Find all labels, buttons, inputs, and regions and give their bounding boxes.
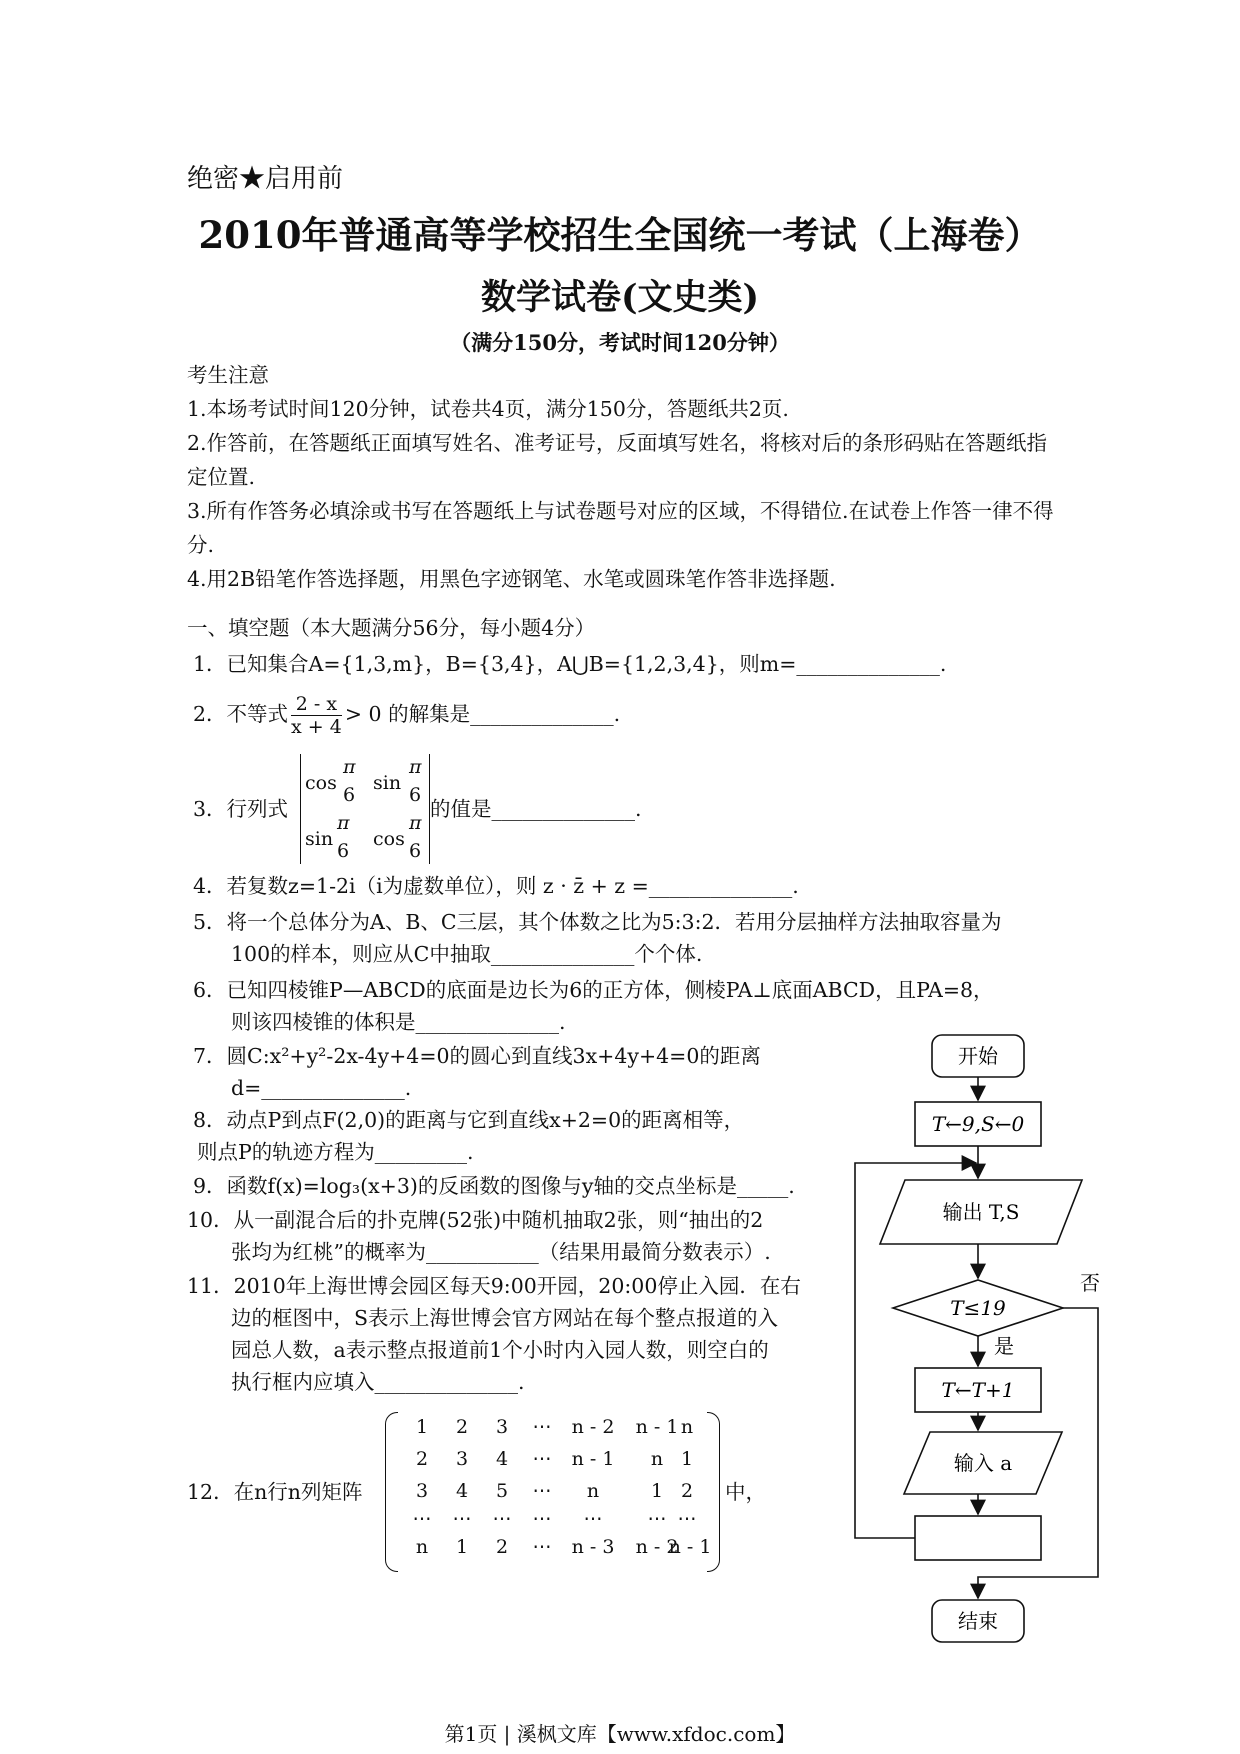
matrix-cell: n bbox=[680, 1416, 694, 1438]
flow-condition-text: T≤19 bbox=[950, 1296, 1006, 1320]
matrix-cell: 2 bbox=[680, 1480, 694, 1502]
matrix-cell: 1 bbox=[455, 1536, 469, 1558]
matrix-cell: n bbox=[586, 1480, 600, 1502]
matrix-cell: ⋯ bbox=[412, 1508, 432, 1530]
q2-prefix: 2．不等式 bbox=[193, 702, 289, 726]
matrix-cell: 3 bbox=[495, 1416, 509, 1438]
matrix-cell: ⋯ bbox=[532, 1416, 552, 1438]
flow-yes-label: 是 bbox=[994, 1334, 1014, 1358]
matrix-cell: 1 bbox=[650, 1480, 664, 1502]
flow-output-text: 输出 T,S bbox=[942, 1200, 1020, 1224]
det-6: 6 bbox=[409, 784, 422, 806]
flow-start-text: 开始 bbox=[958, 1044, 998, 1068]
matrix-cell: 3 bbox=[415, 1480, 429, 1502]
matrix-cell: ⋯ bbox=[532, 1536, 552, 1558]
question-7-line2: d=______________. bbox=[231, 1076, 412, 1100]
matrix-cell: n - 1 bbox=[668, 1536, 712, 1558]
det-6: 6 bbox=[409, 840, 422, 862]
question-7-line1: 7．圆C:x²+y²-2x-4y+4=0的圆心到直线3x+4y+4=0的距离 bbox=[193, 1044, 761, 1068]
notice-item: 2.作答前，在答题纸正面填写姓名、准考证号，反面填写姓名，将核对后的条形码贴在答题纸指定位置. bbox=[187, 431, 1048, 489]
matrix-cell: n bbox=[415, 1536, 429, 1558]
matrix-cell: n - 1 bbox=[635, 1416, 679, 1438]
q3-prefix: 3．行列式 bbox=[193, 797, 289, 821]
q12-suffix: 中， bbox=[725, 1480, 766, 1504]
question-9: 9．函数f(x)=log₃(x+3)的反函数的图像与y轴的交点坐标是_____. bbox=[193, 1174, 795, 1198]
matrix-cell: 3 bbox=[455, 1448, 469, 1470]
flow-end-text: 结束 bbox=[958, 1609, 998, 1633]
question-8-line1: 8．动点P到点F(2,0)的距离与它到直线x+2=0的距离相等， bbox=[193, 1108, 745, 1132]
det-cos: cos bbox=[373, 828, 405, 850]
q2-numerator: 2 - x bbox=[291, 693, 342, 716]
matrix-cell: 2 bbox=[455, 1416, 469, 1438]
flow-increment-text: T←T+1 bbox=[941, 1378, 1015, 1402]
matrix-cell: 5 bbox=[495, 1480, 509, 1502]
matrix-cell: n - 1 bbox=[571, 1448, 615, 1470]
matrix-cell: 2 bbox=[495, 1536, 509, 1558]
det-pi: π bbox=[343, 756, 356, 778]
det-6: 6 bbox=[337, 840, 350, 862]
question-8-line2: 则点P的轨迹方程为_________. bbox=[197, 1140, 474, 1164]
matrix-cell: ⋯ bbox=[532, 1480, 552, 1502]
matrix-cell: n - 2 bbox=[571, 1416, 615, 1438]
question-5-line2: 100的样本，则应从C中抽取______________个个体. bbox=[231, 942, 703, 966]
q12-prefix: 12．在n行n列矩阵 bbox=[187, 1480, 363, 1504]
det-cos: cos bbox=[305, 772, 337, 794]
question-11-line3: 园总人数，a表示整点报道前1个小时内入园人数，则空白的 bbox=[231, 1338, 769, 1362]
matrix-cell: 1 bbox=[415, 1416, 429, 1438]
page-footer: 第1页 | 溪枫文库【www.xfdoc.com】 bbox=[444, 1722, 796, 1746]
question-11-line1: 11．2010年上海世博会园区每天9:00开园，20:00停止入园．在右 bbox=[187, 1274, 801, 1298]
secret-label: 绝密★启用前 bbox=[187, 164, 344, 194]
det-6: 6 bbox=[343, 784, 356, 806]
matrix-cell: ⋯ bbox=[532, 1448, 552, 1470]
notice-item: 3.所有作答务必填涂或书写在答题纸上与试卷题号对应的区域，不得错位.在试卷上作答一律不得分. bbox=[187, 499, 1054, 557]
question-4: 4．若复数z=1-2i（i为虚数单位），则 z · z̄ + z =______________. bbox=[193, 874, 799, 898]
q2-denominator: x + 4 bbox=[291, 716, 342, 738]
notice-item: 1.本场考试时间120分钟，试卷共4页，满分150分，答题纸共2页. bbox=[187, 397, 789, 421]
q3-suffix: 的值是______________. bbox=[430, 797, 642, 821]
question-10-line1: 10．从一副混合后的扑克牌(52张)中随机抽取2张，则“抽出的2 bbox=[187, 1208, 764, 1232]
notice-item: 4.用2B铅笔作答选择题，用黑色字迹钢笔、水笔或圆珠笔作答非选择题. bbox=[187, 567, 836, 591]
flow-no-label: 否 bbox=[1080, 1271, 1100, 1295]
flow-input-text: 输入 a bbox=[953, 1451, 1013, 1475]
question-1: 1．已知集合A={1,3,m}，B={3,4}，A⋃B={1,2,3,4}，则m=______________. bbox=[193, 652, 947, 676]
matrix-cell: ⋯ bbox=[647, 1508, 667, 1530]
det-pi: π bbox=[337, 812, 350, 834]
matrix-cell: 2 bbox=[415, 1448, 429, 1470]
det-sin: sin bbox=[373, 772, 402, 794]
notice-heading: 考生注意 bbox=[187, 363, 269, 387]
matrix-cell: ⋯ bbox=[677, 1508, 697, 1530]
question-6-line1: 6．已知四棱锥P—ABCD的底面是边长为6的正方体，侧棱PA⊥底面ABCD，且PA=8， bbox=[193, 978, 994, 1002]
matrix-cell: n bbox=[650, 1448, 664, 1470]
flow-init-text: T←9,S←0 bbox=[931, 1112, 1025, 1136]
matrix-cell: ⋯ bbox=[583, 1508, 603, 1530]
det-sin: sin bbox=[305, 828, 334, 850]
matrix-cell: n - 3 bbox=[571, 1536, 615, 1558]
matrix-cell: ⋯ bbox=[532, 1508, 552, 1530]
exam-title: 2010年普通高等学校招生全国统一考试（上海卷） bbox=[198, 213, 1042, 257]
matrix-cell: 1 bbox=[680, 1448, 694, 1470]
section-heading: 一、填空题（本大题满分56分，每小题4分） bbox=[187, 616, 596, 640]
question-6-line2: 则该四棱锥的体积是______________. bbox=[231, 1010, 566, 1034]
question-11-line2: 边的框图中，S表示上海世博会官方网站在每个整点报道的入 bbox=[231, 1306, 779, 1330]
question-5-line1: 5．将一个总体分为A、B、C三层，其个体数之比为5:3:2．若用分层抽样方法抽取容量为 bbox=[193, 910, 1002, 934]
exam-subtitle: 数学试卷(文史类) bbox=[480, 277, 760, 318]
flow-blank-box bbox=[915, 1516, 1041, 1560]
question-11-line4: 执行框内应填入______________. bbox=[231, 1370, 525, 1394]
q2-suffix: > 0 的解集是______________. bbox=[344, 702, 621, 726]
question-10-line2: 张均为红桃”的概率为___________（结果用最简分数表示）. bbox=[231, 1240, 771, 1264]
matrix-cell: 4 bbox=[495, 1448, 509, 1470]
matrix-cell: 4 bbox=[455, 1480, 469, 1502]
score-note: （满分150分，考试时间120分钟） bbox=[450, 330, 790, 355]
matrix-cell: ⋯ bbox=[452, 1508, 472, 1530]
det-pi: π bbox=[409, 756, 422, 778]
matrix-cell: n - 2 bbox=[635, 1536, 679, 1558]
det-pi: π bbox=[409, 812, 422, 834]
matrix-cell: ⋯ bbox=[492, 1508, 512, 1530]
